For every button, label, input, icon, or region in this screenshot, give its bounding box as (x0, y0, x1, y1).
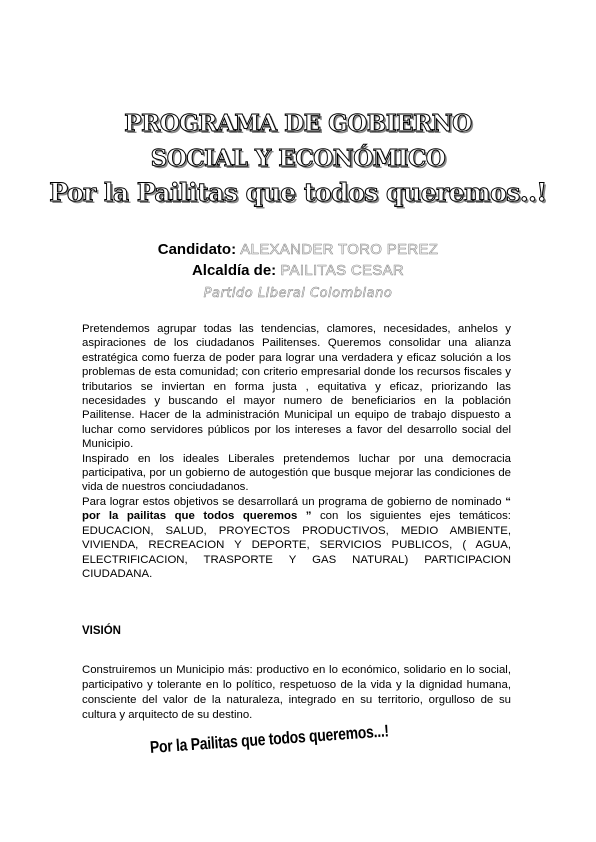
program-body (82, 322, 511, 581)
body-paragraph-3-slogan: “ por la pailitas que todos queremos ” (82, 495, 511, 523)
office-label: Alcaldía de: (191, 262, 277, 279)
office-name: PAILITAS CESAR (280, 262, 405, 279)
body-paragraph-3-end: con los siguientes ejes temáticos: EDUCACION, SALUD, PROYECTOS PRODUCTIVOS, MEDIO AMBIENTE, VIVIENDA, RECREACION Y DEPORTE, SERVICIOS PUBLICOS, ( AGUA, ELECTRIFICACION, TRASPORTE Y GAS NATURAL) PARTICIPACION CIUDADANA. (82, 510, 511, 580)
candidate-label: Candidato: (157, 241, 237, 258)
candidate-line (0, 241, 596, 258)
body-paragraph-2: Inspirado en los ideales Liberales pretendemos luchar por una democracia participativa, por un gobierno de autogestión que busque mejorar las condiciones de vida de nuestros conciudadanos. (82, 452, 511, 494)
title-line-3: Por la Pailitas que todos queremos..! (49, 178, 547, 207)
title-line-2: SOCIAL Y ECONÓMICO (150, 145, 446, 172)
closing-slogan: Por la Pailitas que todos queremos...! (149, 721, 390, 757)
body-paragraph-1: Pretendemos agrupar todas las tendencias, clamores, necesidades, anhelos y aspiraciones de los ciudadanos Pailitenses. Queremos consolidar una alianza estratégica como fuerza de poder para lograr una verdadera y eficaz solución a los problemas de esta comunidad; con criterio empresarial donde los recursos fiscales y tributarios se inviertan en forma justa , equitativa y eficaz, priorizando las necesidades y buscando el mayor numero de beneficiarios en la población Pailitense. Hacer de la administración Municipal un equipo de trabajo dispuesto a luchar como servidores públicos por los intereses a favor del desarrollo social del Municipio. (82, 323, 511, 451)
party-line (0, 284, 596, 301)
office-line (0, 262, 596, 279)
party-name: Partido Liberal Colombiano (203, 286, 393, 301)
vision-text: Construiremos un Municipio más: productivo en lo económico, solidario en lo social, participativo y tolerante en lo político, respetuoso de la vida y la dignidad humana, consciente del valor de la naturaleza, integrado en su territorio, orgulloso de su cultura y arquitecto de su destino. (82, 664, 511, 721)
vision-heading: VISIÓN (82, 625, 121, 637)
title-line-1: PROGRAMA DE GOBIERNO (124, 110, 472, 137)
candidate-name: ALEXANDER TORO PEREZ (240, 241, 439, 258)
body-paragraph-3-start: Para lograr estos objetivos se desarrollará un programa de gobierno de nominado (82, 495, 506, 508)
body-paragraph-3 (82, 495, 511, 581)
